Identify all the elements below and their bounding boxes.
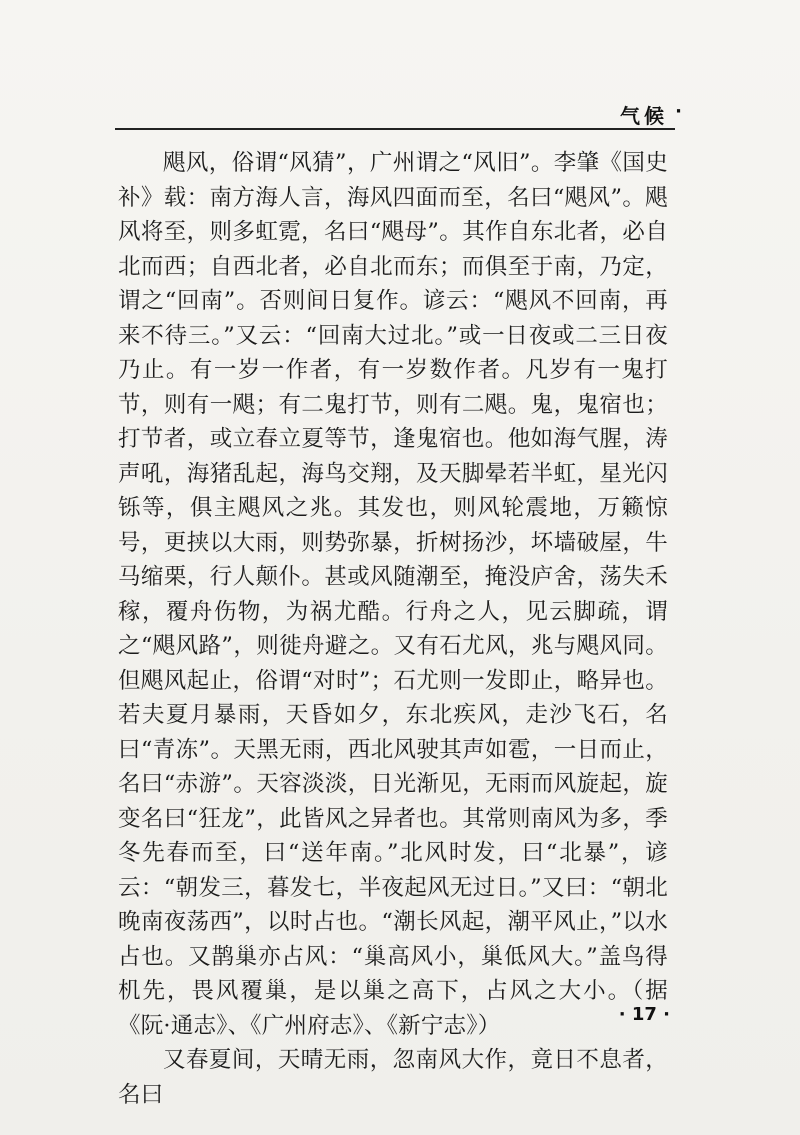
running-header-separator: · [675,101,682,122]
body-text [118,146,668,1112]
paragraph: 飓风，俗谓“风猜”，广州谓之“风旧”。李肇《国史补》载：南方海人言，海风四面而至，名曰“飓风”。飓风将至，则多虹霓，名曰“飓母”。其作自东北者，必自北而西；自西北者，必自北而东；而俱至于南，乃定，谓之“回南”。否则间日复作。谚云：“飓风不回南，再来不待三。”又云：“回南大过北。”或一日夜或二三日夜乃止。有一岁一作者，有一岁数作者。凡岁有一鬼打节，则有一飓；有二鬼打节，则有二飓。鬼，鬼宿也；打节者，或立春立夏等节，逢鬼宿也。他如海气腥，涛声吼，海猪乱起，海鸟交翔，及天脚晕若半虹，星光闪铄等，俱主飓风之兆。其发也，则风轮震地，万籁惊号，更挟以大雨，则势弥暴，折树扬沙，坏墙破屋，牛马缩栗，行人颠仆。甚或风随潮至，掩没庐舍，荡失禾稼，覆舟伤物，为祸尤酷。行舟之人，见云脚疏，谓之“飓风路”，则徙舟避之。又有石尤风，兆与飓风同。但飓风起止，俗谓“对时”；石尤则一发即止，略异也。若夫夏月暴雨，天昏如夕，东北疾风，走沙飞石，名曰“青冻”。天黑无雨，西北风驶其声如雹，一日而止，名曰“赤游”。天容淡淡，日光渐见，无雨而风旋起，旋变名曰“狂龙”，此皆风之异者也。其常则南风为多，季冬先春而至，曰“送年南。”北风时发，曰“北暴”，谚云：“朝发三，暮发七，半夜起风无过日。”又曰：“朝北晚南夜荡西”，以时占也。“潮长风起，潮平风止，”以水占也。又鹊巢亦占风：“巢高风小，巢低风大。”盖鸟得机先，畏风覆巢，是以巢之高下，占风之大小。（据《阮·通志》、《广州府志》、《新宁志》） [118,150,668,1039]
running-header-title: 气候 [620,104,668,128]
header-rule [115,128,675,130]
page-number: · 17 · [618,1004,670,1025]
paragraph: 又春夏间，天晴无雨，忽南风大作，竟日不息者，名曰 [118,1047,668,1108]
